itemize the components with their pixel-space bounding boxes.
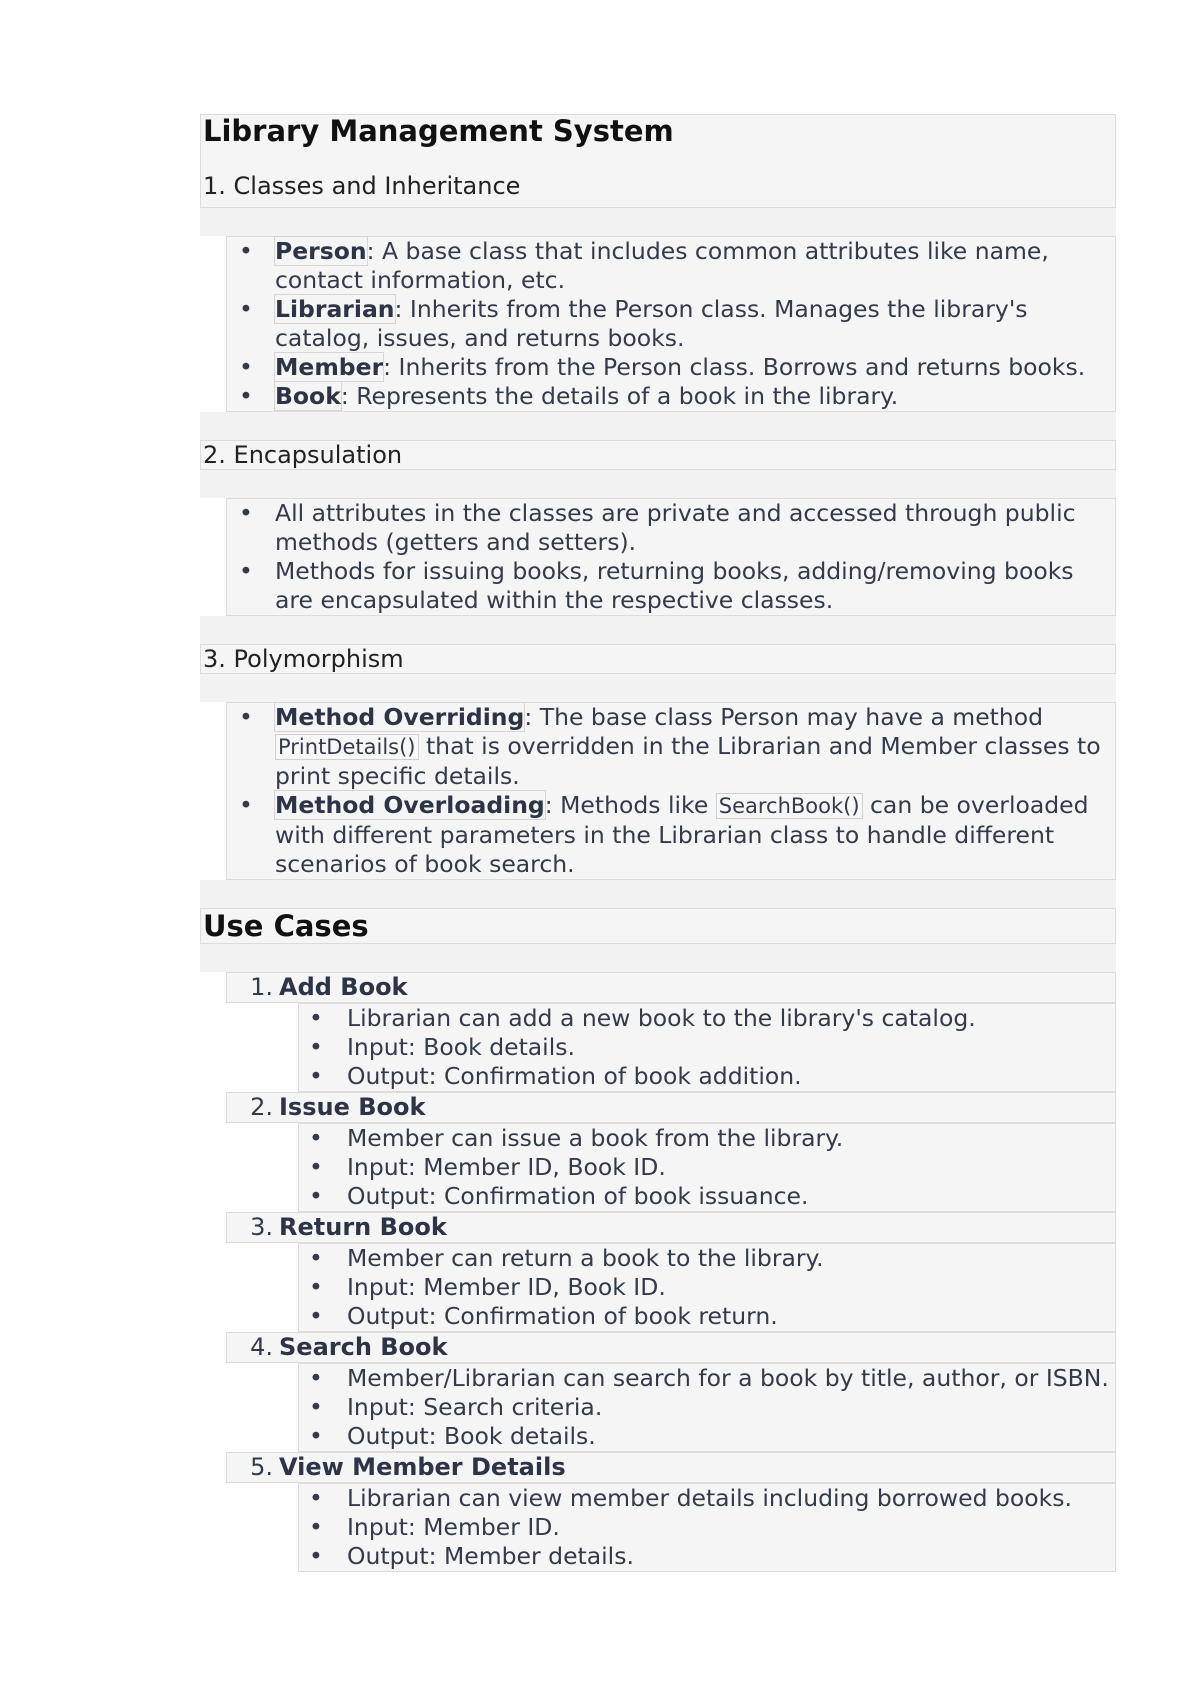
use-case-points xyxy=(298,1363,1116,1452)
section-heading-polymorphism: 3. Polymorphism xyxy=(203,645,404,673)
list-item: • Person: A base class that includes common attributes like name, contact information, etc. xyxy=(239,237,1049,294)
use-cases-list xyxy=(226,972,1116,1572)
list-item: • Member: Inherits from the Person class. Borrows and returns books. xyxy=(239,353,1086,381)
code-inline: SearchBook() xyxy=(716,793,863,819)
use-case-points xyxy=(298,1003,1116,1092)
list-classes xyxy=(226,236,1116,412)
list-item: • Member can return a book to the library. xyxy=(309,1244,824,1272)
list-polymorphism xyxy=(226,702,1116,880)
use-case-points xyxy=(298,1243,1116,1332)
list-item: • Method Overriding: The base class Person may have a method PrintDetails() that is overridden in the Librarian and Member classes to print specific details. xyxy=(239,703,1101,790)
list-item: • Methods for issuing books, returning books, adding/removing books are encapsulated within the respective classes. xyxy=(239,557,1074,614)
list-item: • Input: Book details. xyxy=(309,1033,575,1061)
use-case-heading xyxy=(226,1092,1116,1123)
code-inline: PrintDetails() xyxy=(275,734,419,760)
document xyxy=(200,114,1116,1572)
use-case-points xyxy=(298,1123,1116,1212)
use-case-heading xyxy=(226,1212,1116,1243)
use-cases-title: Use Cases xyxy=(203,909,369,943)
list-item: • Output: Book details. xyxy=(309,1422,596,1450)
list-item: • Input: Member ID, Book ID. xyxy=(309,1273,666,1301)
use-case-number: 1. xyxy=(250,973,273,1001)
list-item: • Output: Confirmation of book issuance. xyxy=(309,1182,809,1210)
use-case-heading xyxy=(226,1452,1116,1483)
use-case-heading xyxy=(226,972,1116,1003)
list-item: • Input: Member ID, Book ID. xyxy=(309,1153,666,1181)
section-heading-encapsulation: 2. Encapsulation xyxy=(203,441,403,469)
use-case-number: 2. xyxy=(250,1093,273,1121)
list-item: • Method Overloading: Methods like SearchBook() can be overloaded with different parameters in the Librarian class to handle different scenarios of book search. xyxy=(239,791,1089,878)
list-item: • Librarian can view member details including borrowed books. xyxy=(309,1484,1072,1512)
use-case-title: Search Book xyxy=(279,1333,448,1361)
use-case-title: Issue Book xyxy=(279,1093,426,1121)
heading-block xyxy=(200,440,1116,470)
list-item: • All attributes in the classes are private and accessed through public methods (getters and setters). xyxy=(239,499,1076,556)
section-heading-classes: 1. Classes and Inheritance xyxy=(203,172,521,200)
use-case-number: 4. xyxy=(250,1333,273,1361)
list-item: • Output: Member details. xyxy=(309,1542,634,1570)
use-case-number: 5. xyxy=(250,1453,273,1481)
use-case-title: View Member Details xyxy=(279,1453,566,1481)
title-block xyxy=(200,114,1116,208)
list-item: • Member can issue a book from the library. xyxy=(309,1124,844,1152)
heading-block xyxy=(200,908,1116,944)
list-item: • Input: Member ID. xyxy=(309,1513,560,1541)
list-item: • Book: Represents the details of a book in the library. xyxy=(239,382,899,410)
list-item: • Member/Librarian can search for a book by title, author, or ISBN. xyxy=(309,1364,1109,1392)
list-item: • Librarian can add a new book to the library's catalog. xyxy=(309,1004,976,1032)
use-case-number: 3. xyxy=(250,1213,273,1241)
use-case-points xyxy=(298,1483,1116,1572)
list-item: • Input: Search criteria. xyxy=(309,1393,603,1421)
list-item: • Output: Confirmation of book addition. xyxy=(309,1062,802,1090)
list-encapsulation xyxy=(226,498,1116,616)
use-case-title: Return Book xyxy=(279,1213,447,1241)
list-item: • Librarian: Inherits from the Person class. Manages the library's catalog, issues, and returns books. xyxy=(239,295,1028,352)
use-case-heading xyxy=(226,1332,1116,1363)
use-case-title: Add Book xyxy=(279,973,408,1001)
heading-block xyxy=(200,644,1116,674)
list-item: • Output: Confirmation of book return. xyxy=(309,1302,778,1330)
page-title: Library Management System xyxy=(203,114,674,148)
